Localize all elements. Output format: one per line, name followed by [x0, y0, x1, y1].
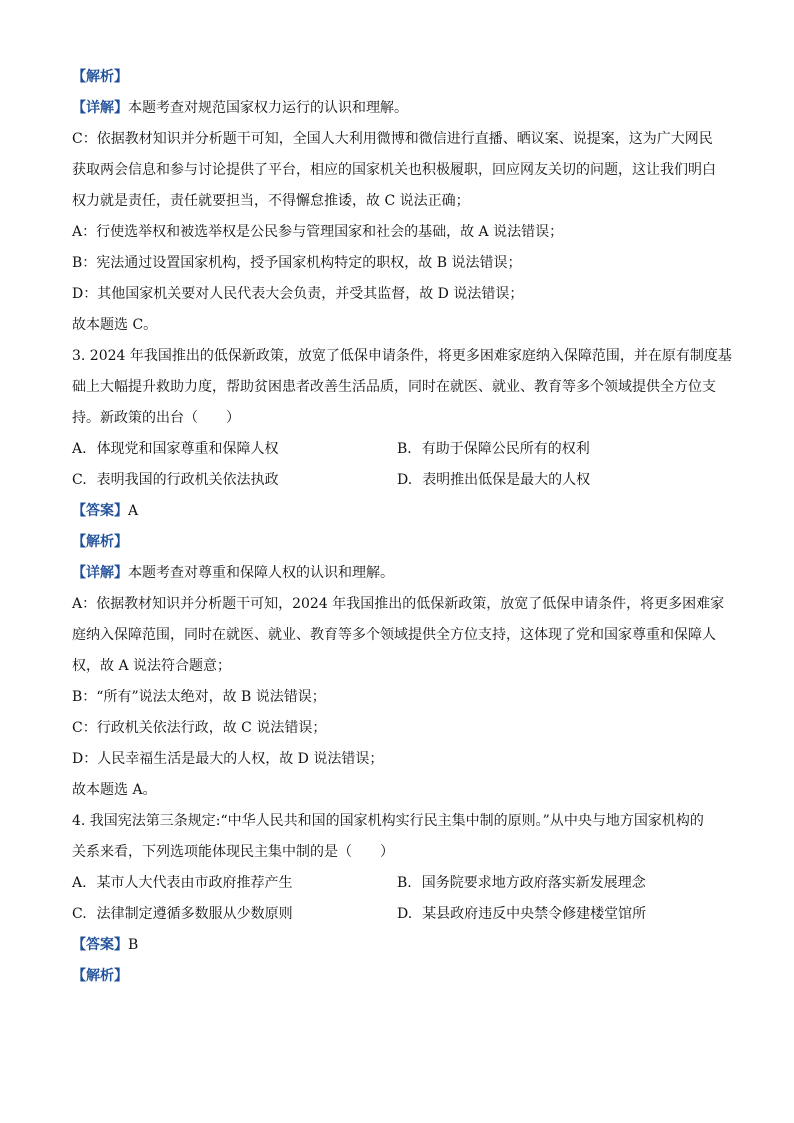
explanation-line: B：宪法通过设置国家机构，授予国家机构特定的职权，故 B 说法错误；	[72, 255, 522, 271]
answer-value: A	[128, 503, 139, 519]
option-d	[397, 899, 724, 930]
conclusion-line: 故本题选 C。	[72, 317, 158, 333]
option-text: 某县政府违反中央禁令修建楼堂馆所	[422, 906, 647, 922]
option-label: C.	[72, 906, 87, 922]
explanation-line: 权力就是责任，责任就要担当，不得懈怠推诿，故 C 说法正确；	[72, 193, 470, 209]
analysis-label: 【解析】	[72, 69, 128, 85]
explanation-line: 权，故 A 说法符合题意；	[72, 658, 232, 674]
option-d	[397, 465, 724, 496]
detail-line	[72, 558, 724, 589]
explanation-line: A：依据教材知识并分析题干可知，2024 年我国推出的低保新政策，放宽了低保申请条件，将更多困难家	[72, 596, 725, 612]
option-b	[397, 434, 724, 465]
question-stem-line: 持。新政策的出台（ ）	[72, 410, 240, 426]
explanation-line: A：行使选举权和被选举权是公民参与管理国家和社会的基础，故 A 说法错误；	[72, 224, 564, 240]
explanation-line: 获取两会信息和参与讨论提供了平台，相应的国家机关也积极履职，回应网友关切的问题，这让我们明白	[72, 162, 716, 178]
option-c	[72, 899, 397, 930]
options-row	[72, 899, 724, 930]
option-label: B.	[397, 441, 412, 457]
options-row	[72, 465, 724, 496]
option-text: 国务院要求地方政府落实新发展理念	[421, 875, 646, 891]
question-stem-line: 3. 2024 年我国推出的低保新政策，放宽了低保申请条件，将更多困难家庭纳入保障范围，并在原有制度基	[72, 348, 732, 364]
explanation-line: D：人民幸福生活是最大的人权，故 D 说法错误；	[72, 751, 384, 767]
detail-label: 【详解】	[72, 100, 128, 116]
answer-label: 【答案】	[72, 937, 128, 953]
analysis-heading	[72, 527, 724, 558]
option-text: 某市人大代表由市政府推荐产生	[96, 875, 293, 891]
analysis-label: 【解析】	[72, 968, 128, 984]
option-text: 表明推出低保是最大的人权	[422, 472, 591, 488]
explanation-line: D：其他国家机关要对人民代表大会负责，并受其监督，故 D 说法错误；	[72, 286, 524, 302]
explanation-line: C：行政机关依法行政，故 C 说法错误；	[72, 720, 327, 736]
explanation-line: B：“所有”说法太绝对，故 B 说法错误；	[72, 689, 326, 705]
option-c	[72, 465, 397, 496]
options-row	[72, 868, 724, 899]
explanation-line: 庭纳入保障范围，同时在就医、就业、教育等多个领域提供全方位支持，这体现了党和国家尊重和保障人	[72, 627, 716, 643]
option-a	[72, 868, 397, 899]
option-label: B.	[397, 875, 412, 891]
option-text: 表明我国的行政机关依法执政	[96, 472, 279, 488]
option-text: 有助于保障公民所有的权利	[421, 441, 590, 457]
answer-line	[72, 930, 724, 961]
answer-value: B	[128, 937, 139, 953]
document-page	[72, 62, 732, 992]
option-text: 体现党和国家尊重和保障人权	[96, 441, 279, 457]
answer-label: 【答案】	[72, 503, 128, 519]
explanation-line: C：依据教材知识并分析题干可知，全国人大利用微博和微信进行直播、晒议案、说提案，这为广大网民	[72, 131, 713, 147]
detail-text: 本题考查对尊重和保障人权的认识和理解。	[128, 565, 394, 581]
conclusion-line: 故本题选 A。	[72, 782, 157, 798]
option-label: D.	[397, 906, 413, 922]
analysis-heading	[72, 961, 724, 992]
options-row	[72, 434, 724, 465]
question-stem-line: 4. 我国宪法第三条规定:“中华人民共和国的国家机构实行民主集中制的原则。”从中央与地方国家机构的	[72, 813, 704, 829]
detail-line	[72, 93, 724, 124]
analysis-heading	[72, 62, 724, 93]
option-label: A.	[72, 441, 87, 457]
detail-label: 【详解】	[72, 565, 128, 581]
option-label: D.	[397, 472, 413, 488]
analysis-label: 【解析】	[72, 534, 128, 550]
option-a	[72, 434, 397, 465]
detail-text: 本题考查对规范国家权力运行的认识和理解。	[128, 100, 408, 116]
option-label: C.	[72, 472, 87, 488]
question-stem-line: 础上大幅提升救助力度，帮助贫困患者改善生活品质，同时在就医、就业、教育等多个领域提供全方位支	[72, 379, 716, 395]
answer-line	[72, 496, 724, 527]
option-text: 法律制定遵循多数服从少数原则	[96, 906, 293, 922]
question-stem-line: 关系来看，下列选项能体现民主集中制的是（ ）	[72, 844, 394, 860]
option-label: A.	[72, 875, 87, 891]
option-b	[397, 868, 724, 899]
